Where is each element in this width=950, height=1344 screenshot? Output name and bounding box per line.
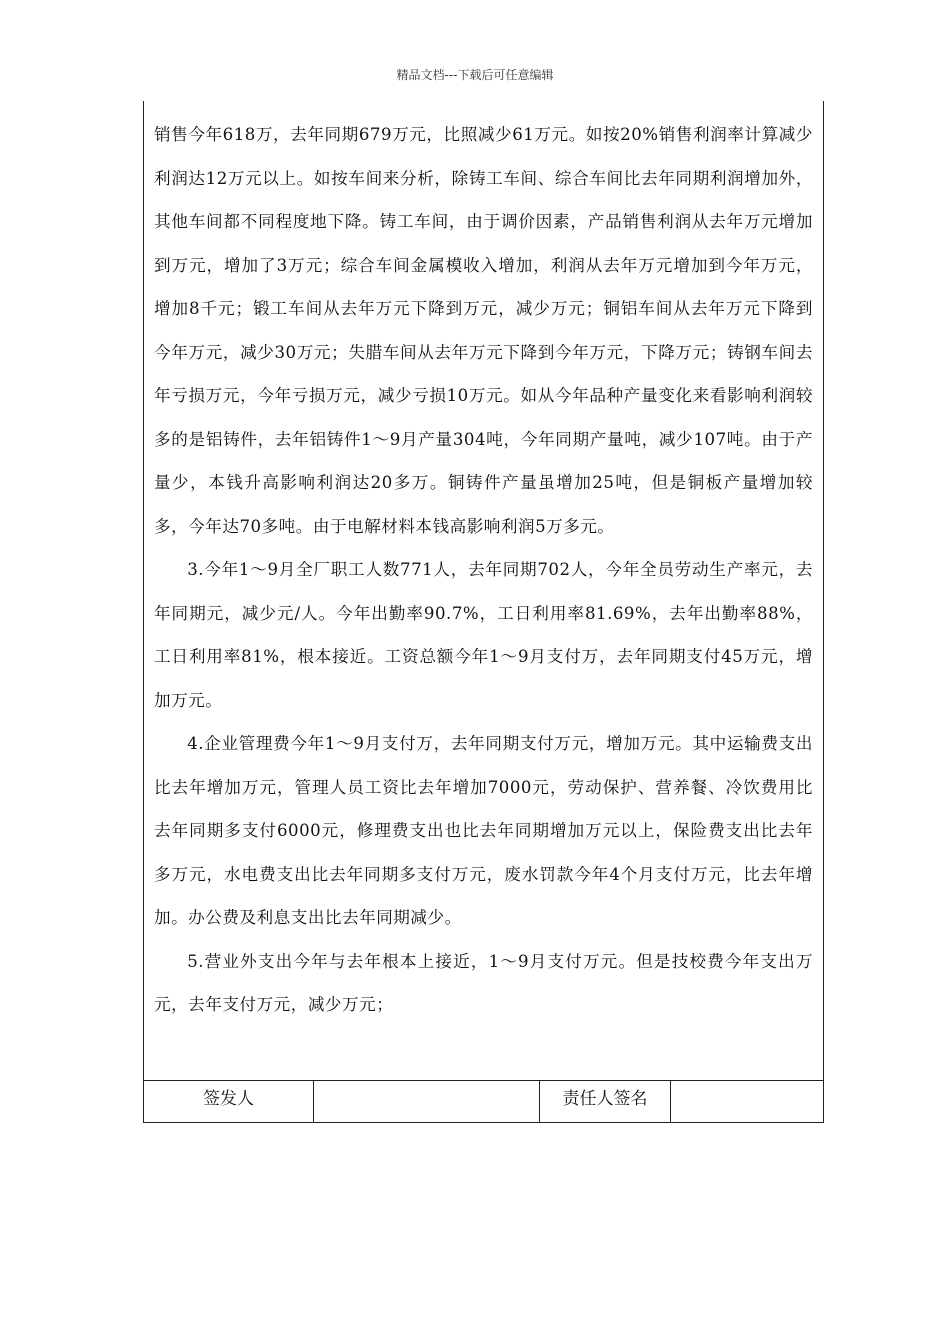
report-content-cell <box>144 101 823 1081</box>
paragraph-non-operating-expenses: 5.营业外支出今年与去年根本上接近，1～9月支付万元。但是技校费今年支出万元，去年支付万元，减少万元； <box>154 951 813 1014</box>
paragraph-labor-statistics: 3.今年1～9月全厂职工人数771人，去年同期702人，今年全员劳动生产率元，去年同期元，减少元/人。今年出勤率90.7%，工日利用率81.69%，去年出勤率88%，工日利用率81%，根本接近。工资总额今年1～9月支付万，去年同期支付45万元，增加万元。 <box>154 560 813 710</box>
paragraph-management-expenses: 4.企业管理费今年1～9月支付万，去年同期支付万元，增加万元。其中运输费支出比去年增加万元，管理人员工资比去年增加7000元，劳动保护、营养餐、冷饮费用比去年同期多支付6000元，修理费支出也比去年同期增加万元以上，保险费支出比去年多万元，水电费支出比去年同期多支付万元，废水罚款今年4个月支付万元，比去年增加。办公费及利息支出比去年同期减少。 <box>154 734 813 927</box>
form-table <box>143 101 824 1123</box>
page-header: 精品文档---下载后可任意编辑 <box>396 68 554 82</box>
responsible-person-field[interactable] <box>671 1081 823 1122</box>
issuer-label: 签发人 <box>144 1081 314 1122</box>
paragraph-profit-analysis: 销售今年618万，去年同期679万元，比照减少61万元。如按20%销售利润率计算减少利润达12万元以上。如按车间来分析，除铸工车间、综合车间比去年同期利润增加外，其他车间都不同程度地下降。铸工车间，由于调价因素，产品销售利润从去年万元增加到万元，增加了3万元；综合车间金属模收入增加，利润从去年万元增加到今年万元，增加8千元；锻工车间从去年万元下降到万元，减少万元；铜铝车间从去年万元下降到今年万元，减少30万元；失腊车间从去年万元下降到今年万元，下降万元；铸钢车间去年亏损万元，今年亏损万元，减少亏损10万元。如从今年品种产量变化来看影响利润较多的是铝铸件，去年铝铸件1～9月产量304吨，今年同期产量吨，减少107吨。由于产量少，本钱升高影响利润达20多万。铜铸件产量虽增加25吨，但是铜板产量增加较多，今年达70多吨。由于电解材料本钱高影响利润5万多元。 <box>154 125 813 536</box>
issuer-field[interactable] <box>314 1081 540 1122</box>
signature-row <box>144 1081 823 1122</box>
responsible-person-label: 责任人签名 <box>540 1081 671 1122</box>
